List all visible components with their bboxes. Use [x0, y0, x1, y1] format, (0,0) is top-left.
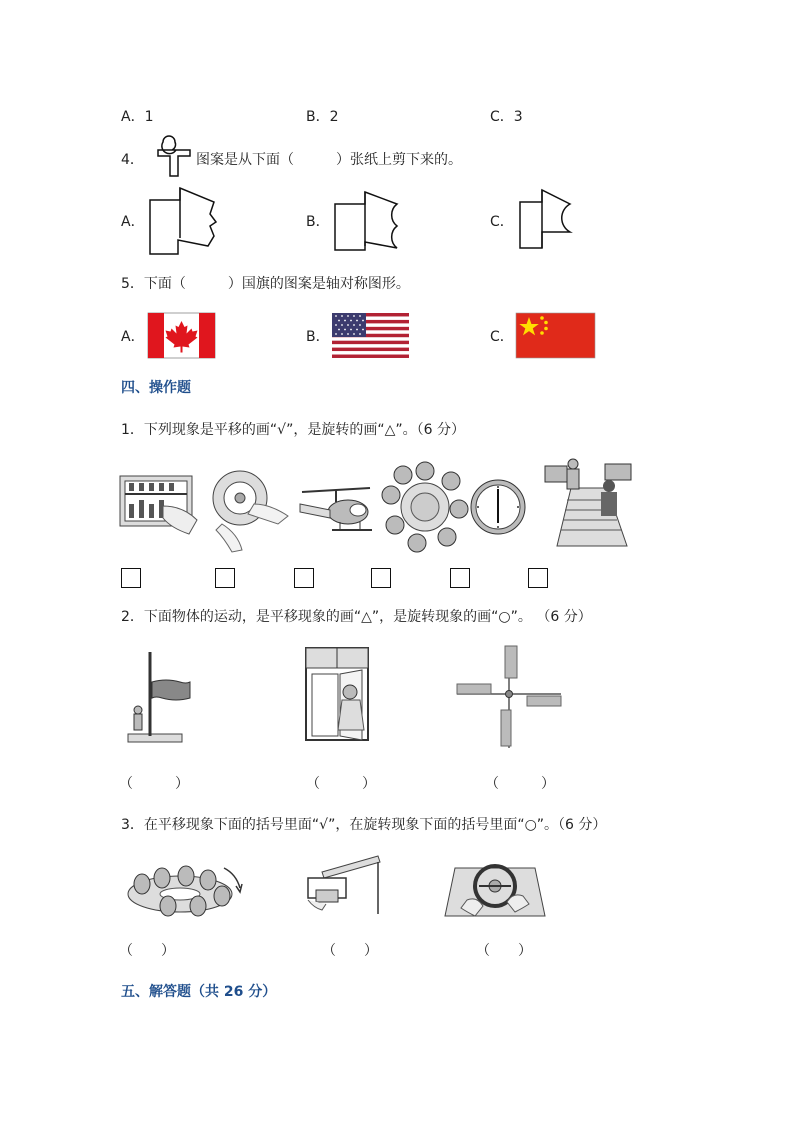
q5-option-c: C． [490, 329, 514, 345]
folded-paper-a-icon [148, 186, 218, 252]
op2-paren-3[interactable]: （ ） [485, 776, 555, 792]
option-b: B．2 [306, 109, 339, 125]
op3-paren-1[interactable]: （ ） [119, 943, 175, 959]
folded-paper-c-icon [518, 188, 574, 250]
steering-wheel-image [443, 856, 547, 922]
answer-box-1[interactable] [121, 568, 141, 588]
carousel-swings-image [124, 864, 248, 922]
q4-text: 图案是从下面（ ）张纸上剪下来的。 [196, 152, 462, 168]
section-4-title: 四、操作题 [121, 380, 191, 396]
op2-paren-1[interactable]: （ ） [119, 776, 189, 792]
dial-hand-image [210, 470, 292, 554]
abacus-image [119, 474, 199, 536]
op1-text: 1．下列现象是平移的画“√”，是旋转的画“△”。（6 分） [121, 422, 465, 438]
windmill-image [455, 644, 563, 750]
flag-raising-image [126, 648, 196, 744]
q4-option-a: A． [121, 214, 145, 230]
answer-box-2[interactable] [215, 568, 235, 588]
folded-paper-b-icon [333, 190, 401, 252]
q4-option-b: B． [306, 214, 330, 230]
option-c: C．3 [490, 109, 523, 125]
drawer-image [304, 854, 382, 918]
window-girl-image [304, 646, 370, 750]
q5-option-a: A． [121, 329, 145, 345]
usa-flag-icon [332, 313, 409, 358]
section-5-title: 五、解答题（共 26 分） [121, 984, 277, 1000]
op2-text: 2．下面物体的运动，是平移现象的画“△”，是旋转现象的画“○”。 （6 分） [121, 609, 592, 625]
escalator-image [545, 460, 635, 550]
paper-person-icon [146, 134, 192, 178]
answer-box-5[interactable] [450, 568, 470, 588]
q4-option-c: C． [490, 214, 514, 230]
op3-paren-2[interactable]: （ ） [322, 943, 378, 959]
canada-flag-icon [148, 313, 215, 358]
q5-option-b: B． [306, 329, 330, 345]
option-a: A．1 [121, 109, 154, 125]
op3-text: 3．在平移现象下面的括号里面“√”，在旋转现象下面的括号里面“○”。（6 分） [121, 817, 607, 833]
china-flag-icon [516, 313, 595, 358]
clock-image [470, 479, 528, 537]
op2-paren-2[interactable]: （ ） [306, 776, 376, 792]
merry-go-round-faces-image [383, 461, 467, 553]
answer-box-3[interactable] [294, 568, 314, 588]
op3-paren-3[interactable]: （ ） [476, 943, 532, 959]
q4-number: 4． [121, 152, 144, 168]
helicopter-image [294, 486, 378, 536]
q5-text: 5．下面（ ）国旗的图案是轴对称图形。 [121, 276, 410, 292]
answer-box-4[interactable] [371, 568, 391, 588]
answer-box-6[interactable] [528, 568, 548, 588]
